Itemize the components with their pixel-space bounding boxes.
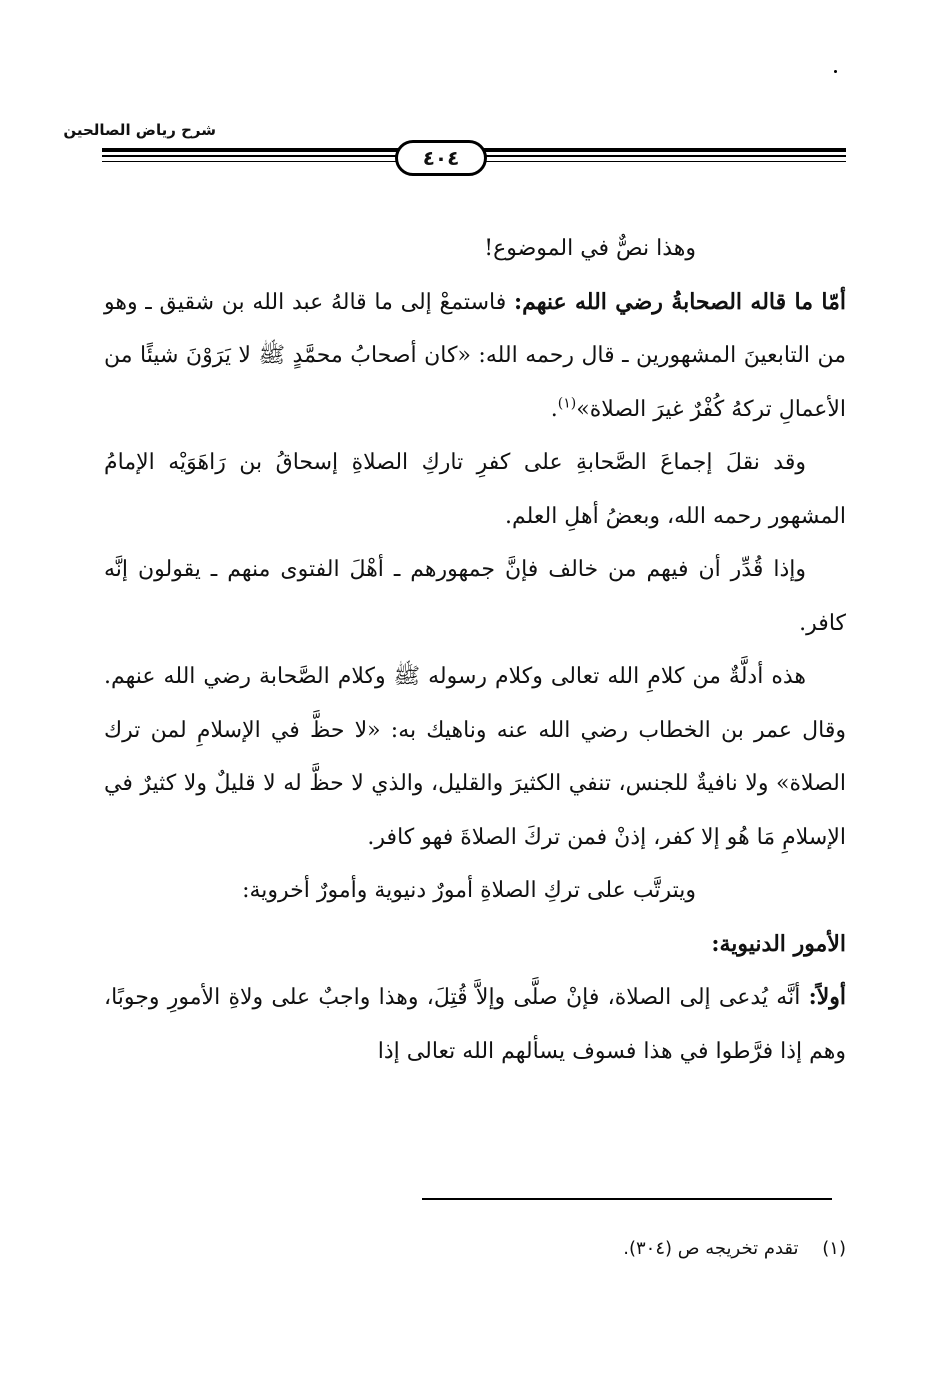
paragraph-3: وقد نقلَ إجماعَ الصَّحابةِ على كفرِ تاركِ الصلاةِ إسحاقُ بن رَاهَوَيْه الإمامُ المشهور رحمه الله، وبعضُ أهلِ العلم. xyxy=(104,450,846,529)
paragraph-2-end: . xyxy=(550,396,558,422)
section-heading: الأمور الدنيوية: xyxy=(711,930,846,957)
paragraph-4: وإذا قُدِّر أن فيهم من خالف فإنَّ جمهورهم ـ أهْلَ الفتوى منهم ـ يقولون إنَّه كافر. xyxy=(104,557,846,636)
paragraph-8-text: أنَّه يُدعى إلى الصلاة، فإنْ صلَّى وإلاَّ قُتِلَ، وهذا واجبٌ على ولاةِ الأمورِ وجوبًا، وهم إذا فرَّطوا في هذا فسوف يسألهم الله تعالى إذا xyxy=(104,985,846,1064)
page-number-badge xyxy=(395,140,487,176)
footnote xyxy=(104,1238,846,1259)
footnote-text: تقدم تخريجه ص (٣٠٤). xyxy=(623,1238,799,1259)
footnote-reference: (١) xyxy=(557,395,577,412)
page-number: ٤٠٤ xyxy=(422,146,460,170)
paragraph-6: ويترتَّب على تركِ الصلاةِ أمورٌ دنيوية وأمورٌ أخروية: xyxy=(242,878,696,903)
ink-dot xyxy=(834,70,837,73)
paragraph-2-text: فاستمعْ إلى ما قالهُ عبد الله بن شقيق ـ وهو من التابعينَ المشهورين ـ قال رحمه الله: «كان أصحابُ محمَّدٍ ﷺ لا يَرَوْنَ شيئًا من الأعمالِ تركهُ كُفْرٌ غيرَ الصلاة» xyxy=(104,289,846,422)
main-text xyxy=(104,222,846,1078)
paragraph-8-lead: أولاً: xyxy=(808,984,846,1010)
footnote-separator xyxy=(422,1198,832,1200)
paragraph-1: وهذا نصٌّ في الموضوع! xyxy=(484,236,696,261)
running-header-title: شرح رياض الصالحين xyxy=(63,121,216,139)
paragraph-2-lead: أمّا ما قاله الصحابةُ رضي الله عنهم: xyxy=(513,288,846,315)
paragraph-5: هذه أدلَّةٌ من كلامِ الله تعالى وكلام رسوله ﷺ وكلام الصَّحابة رضي الله عنهم. وقال عمر بن الخطاب رضي الله عنه وناهيك به: «لا حظَّ في الإسلامِ لمن ترك الصلاة» ولا نافيةٌ للجنس، تنفي الكثيرَ والقليل، والذي لا حظَّ له لا قليلٌ ولا كثيرٌ في الإسلامِ مَا هُو إلا كفر، إذنْ فمن تركَ الصلاةَ فهو كافر. xyxy=(104,664,846,850)
paragraph-8 xyxy=(104,971,846,1078)
paragraph-2 xyxy=(104,276,846,437)
footnote-number: (١) xyxy=(822,1238,846,1259)
